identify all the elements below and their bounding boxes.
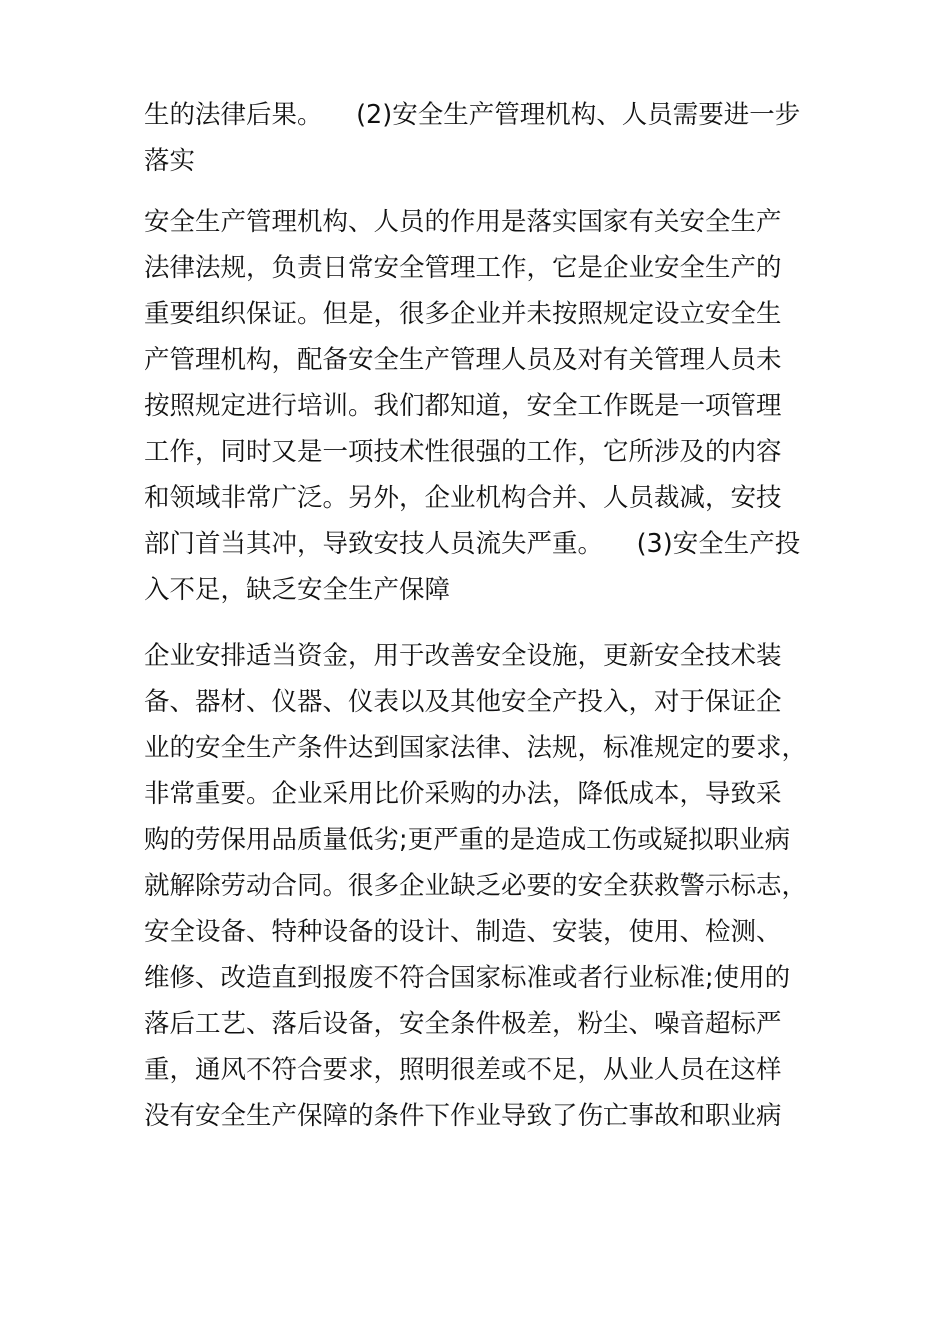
paragraph-2: [144, 199, 814, 613]
text-line: 安全生产管理机构、人员的作用是落实国家有关安全生产: [144, 207, 782, 237]
text-line: 重要组织保证。但是，很多企业并未按照规定设立安全生: [144, 299, 782, 329]
text-line: 就解除劳动合同。很多企业缺乏必要的安全获救警示标志，: [144, 871, 808, 901]
text-line: 非常重要。企业采用比价采购的办法，降低成本，导致采: [144, 779, 782, 809]
text-line: 落实: [144, 146, 196, 176]
text-line: 工作，同时又是一项技术性很强的工作，它所涉及的内容: [144, 437, 782, 467]
paragraph-3: [144, 633, 814, 1139]
text-line: 企业安排适当资金，用于改善安全设施，更新安全技术装: [144, 641, 782, 671]
text-line: 安全设备、特种设备的设计、制造、安装，使用、检测、: [144, 917, 782, 947]
text-line: 重，通风不符合要求，照明很差或不足，从业人员在这样: [144, 1055, 782, 1085]
text-line: 部门首当其冲，导致安技人员流失严重。 (3)安全生产投: [144, 529, 801, 559]
text-line: 业的安全生产条件达到国家法律、法规，标准规定的要求，: [144, 733, 808, 763]
text-line: 维修、改造直到报废不符合国家标准或者行业标准;使用的: [144, 963, 791, 993]
text-line: 入不足，缺乏安全生产保障: [144, 575, 451, 605]
text-line: 按照规定进行培训。我们都知道，安全工作既是一项管理: [144, 391, 782, 421]
text-line: 生的法律后果。 (2)安全生产管理机构、人员需要进一步: [144, 100, 801, 130]
text-line: 和领域非常广泛。另外，企业机构合并、人员裁减，安技: [144, 483, 782, 513]
text-line: 备、器材、仪器、仪表以及其他安全产投入，对于保证企: [144, 687, 782, 717]
text-line: 没有安全生产保障的条件下作业导致了伤亡事故和职业病: [144, 1101, 782, 1131]
text-line: 产管理机构，配备安全生产管理人员及对有关管理人员未: [144, 345, 782, 375]
paragraph-1: [144, 92, 814, 184]
text-line: 购的劳保用品质量低劣;更严重的是造成工伤或疑拟职业病: [144, 825, 791, 855]
text-line: 法律法规，负责日常安全管理工作，它是企业安全生产的: [144, 253, 782, 283]
text-line: 落后工艺、落后设备，安全条件极差，粉尘、噪音超标严: [144, 1009, 782, 1039]
